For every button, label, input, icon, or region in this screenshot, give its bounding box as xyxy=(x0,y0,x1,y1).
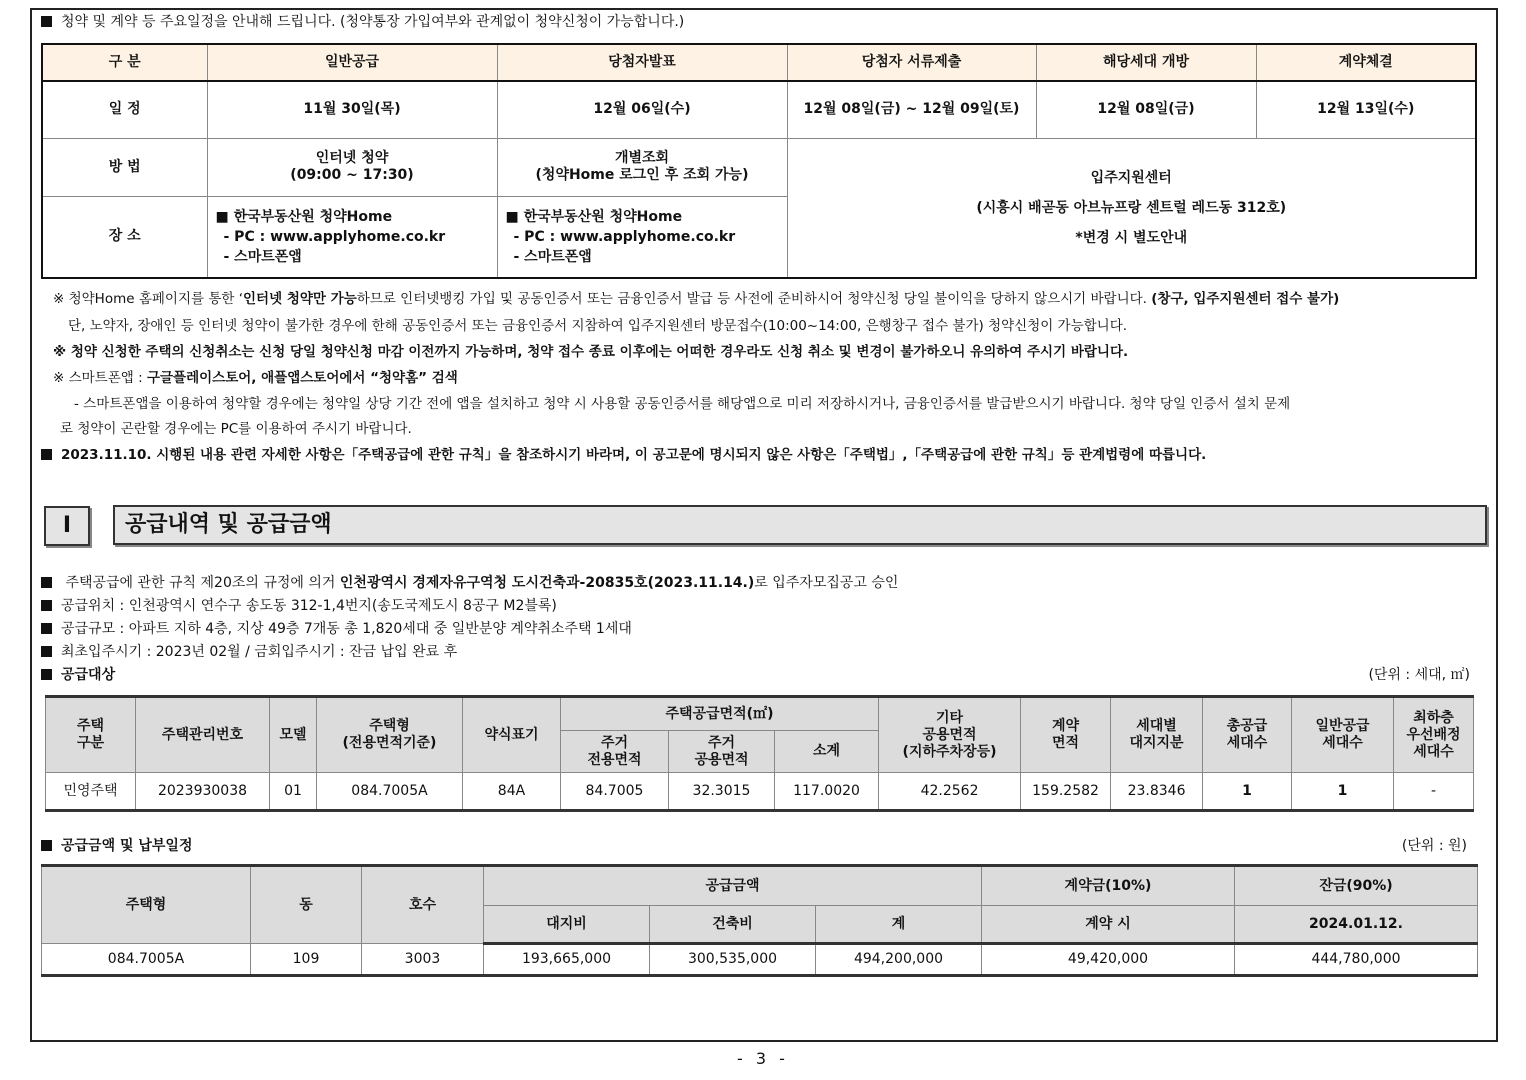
note-text-bold: 구글플레이스토어, 애플앱스토어에서 “청약홈” 검색 xyxy=(146,370,458,386)
cell: 444,780,000 xyxy=(1235,944,1478,976)
col-header: 세대별 대지지분 xyxy=(1111,697,1203,773)
place-line: - 스마트폰앱 xyxy=(513,248,592,265)
table-row xyxy=(46,773,1474,811)
col-header: 호수 xyxy=(362,866,484,944)
place-line: ■ 한국부동산원 청약Home xyxy=(215,208,393,225)
col-header: 동 xyxy=(251,866,362,944)
cell: 1 xyxy=(1292,773,1394,811)
center-address: (시흥시 배곧동 아브뉴프랑 센트럴 레드동 312호) xyxy=(976,199,1287,216)
cell: 3003 xyxy=(362,944,484,976)
price-table xyxy=(41,864,1478,977)
date-cell: 12월 06일(수) xyxy=(497,81,787,138)
cell: 494,200,000 xyxy=(816,944,982,976)
col-header: 주택공급면적(㎡) xyxy=(561,697,879,731)
col-header: 총공급 세대수 xyxy=(1203,697,1292,773)
col-header: 최하층 우선배정 세대수 xyxy=(1394,697,1474,773)
method-announce-line: (청약Home 로그인 후 조회 가능) xyxy=(535,167,749,183)
note-text-bold: 인터넷 청약만 가능 xyxy=(243,291,357,307)
cell: 084.7005A xyxy=(42,944,251,976)
cell: 084.7005A xyxy=(317,773,463,811)
col-header: 약식표기 xyxy=(463,697,561,773)
col-header: 계약 시 xyxy=(982,906,1235,944)
section-title: 공급내역 및 공급금액 xyxy=(113,505,1487,545)
supply-table xyxy=(45,695,1474,812)
cell: 23.8346 xyxy=(1111,773,1203,811)
cell: 84.7005 xyxy=(561,773,669,811)
row-label-method: 방 법 xyxy=(42,138,207,196)
note-text-bold: (창구, 입주지원센터 접수 불가) xyxy=(1151,291,1340,307)
cell: 84A xyxy=(463,773,561,811)
method-announce-line: 개별조회 xyxy=(614,150,670,166)
cell: - xyxy=(1394,773,1474,811)
place-line: - PC : www.applyhome.co.kr xyxy=(513,228,736,245)
col-header: 주택관리번호 xyxy=(136,697,270,773)
place-general xyxy=(207,196,497,278)
cell: 300,535,000 xyxy=(650,944,816,976)
col-header: 건축비 xyxy=(650,906,816,944)
date-cell: 12월 13일(수) xyxy=(1256,81,1476,138)
col-header: 주택 구분 xyxy=(46,697,136,773)
info-text-bold: 인천광역시 경제자유구역청 도시건축과-20835호(2023.11.14.) xyxy=(339,575,755,591)
place-line: - PC : www.applyhome.co.kr xyxy=(223,228,446,245)
col-header: 주거 전용면적 xyxy=(561,731,669,773)
center-note: *변경 시 별도안내 xyxy=(1075,229,1188,246)
cell: 193,665,000 xyxy=(484,944,650,976)
place-line: ■ 한국부동산원 청약Home xyxy=(505,208,683,225)
price-unit: (단위 : 원) xyxy=(1401,838,1467,854)
cell: 42.2562 xyxy=(879,773,1021,811)
cell: 117.0020 xyxy=(775,773,879,811)
cell: 2023930038 xyxy=(136,773,270,811)
col-header: 계약 면적 xyxy=(1021,697,1111,773)
note-1 xyxy=(53,289,1473,309)
cell: 49,420,000 xyxy=(982,944,1235,976)
cell: 159.2582 xyxy=(1021,773,1111,811)
schedule-header: 계약체결 xyxy=(1256,44,1476,81)
method-announce xyxy=(497,138,787,196)
schedule-header: 구 분 xyxy=(42,44,207,81)
col-header: 주택형 xyxy=(42,866,251,944)
col-header: 주거 공용면적 xyxy=(669,731,775,773)
place-announce xyxy=(497,196,787,278)
date-cell: 12월 08일(금) xyxy=(1036,81,1256,138)
price-title: 공급금액 및 납부일정 xyxy=(41,836,192,856)
col-header: 모델 xyxy=(270,697,317,773)
info-approval xyxy=(41,573,898,593)
unit-label: (단위 : 세대, ㎡) xyxy=(1368,667,1470,683)
row-label-date: 일 정 xyxy=(42,81,207,138)
note-6: 로 청약이 곤란할 경우에는 PC를 이용하여 주시기 바랍니다. xyxy=(60,421,412,437)
note-text: ※ 스마트폰앱 : xyxy=(53,370,147,386)
col-header: 대지비 xyxy=(484,906,650,944)
cell: 01 xyxy=(270,773,317,811)
schedule-header: 일반공급 xyxy=(207,44,497,81)
info-supply-target: 공급대상 xyxy=(41,665,115,685)
date-cell: 11월 30일(목) xyxy=(207,81,497,138)
cell: 1 xyxy=(1203,773,1292,811)
intro-text: 청약 및 계약 등 주요일정을 안내해 드립니다. (청약통장 가입여부와 관계없이 청약신청이 가능합니다.) xyxy=(41,12,684,32)
info-text: 주택공급에 관한 규칙 제20조의 규정에 의거 xyxy=(65,575,340,591)
method-general xyxy=(207,138,497,196)
cell: 109 xyxy=(251,944,362,976)
method-general-line: (09:00 ~ 17:30) xyxy=(290,167,414,183)
col-header: 공급금액 xyxy=(484,866,982,906)
schedule-table xyxy=(41,43,1477,279)
date-cell: 12월 08일(금) ~ 12월 09일(토) xyxy=(787,81,1036,138)
support-center-cell xyxy=(787,138,1476,278)
info-text: 로 입주자모집공고 승인 xyxy=(754,575,899,591)
note-4 xyxy=(53,368,458,388)
col-header: 잔금(90%) xyxy=(1235,866,1478,906)
schedule-header: 해당세대 개방 xyxy=(1036,44,1256,81)
col-header: 계 xyxy=(816,906,982,944)
cell: 민영주택 xyxy=(46,773,136,811)
table-row xyxy=(42,944,1478,976)
row-label-place: 장 소 xyxy=(42,196,207,278)
col-header: 주택형 (전용면적기준) xyxy=(317,697,463,773)
note-3: ※ 청약 신청한 주택의 신청취소는 신청 당일 청약신청 마감 이전까지 가능하며, 청약 접수 종료 이후에는 어떠한 경우라도 신청 취소 및 변경이 불가하오니 유의하여 주시기 바랍니다. xyxy=(53,344,1129,360)
col-header: 기타 공용면적 (지하주차장등) xyxy=(879,697,1021,773)
schedule-header: 당첨자 서류제출 xyxy=(787,44,1036,81)
note-text: 하므로 인터넷뱅킹 가입 및 공동인증서 또는 금융인증서 발급 등 사전에 준비하시어 청약신청 당일 불이익을 당하지 않으시기 바랍니다. xyxy=(356,291,1152,307)
col-header: 2024.01.12. xyxy=(1235,906,1478,944)
method-general-line: 인터넷 청약 xyxy=(315,150,389,166)
col-header: 일반공급 세대수 xyxy=(1292,697,1394,773)
note-2: 단, 노약자, 장애인 등 인터넷 청약이 불가한 경우에 한해 공동인증서 또는 금융인증서 지참하여 입주지원센터 방문접수(10:00~14:00, 은행창구 접수 불가) 청약신청이 가능합니다. xyxy=(68,318,1128,334)
info-location: 공급위치 : 인천광역시 연수구 송도동 312-1,4번지(송도국제도시 8공구 M2블록) xyxy=(41,596,557,616)
note-5: - 스마트폰앱을 이용하여 청약할 경우에는 청약일 상당 기간 전에 앱을 설치하고 청약 시 사용할 공동인증서를 해당앱으로 미리 저장하시거나, 금융인증서를 발급받으시기 바랍니다. 청약 당일 인증서 설치 문제 xyxy=(74,396,1291,412)
cell: 32.3015 xyxy=(669,773,775,811)
info-scale: 공급규모 : 아파트 지하 4층, 지상 49층 7개동 총 1,820세대 중 일반분양 계약취소주택 1세대 xyxy=(41,619,632,639)
schedule-header: 당첨자발표 xyxy=(497,44,787,81)
place-line: - 스마트폰앱 xyxy=(223,248,302,265)
page-number: - 3 - xyxy=(737,1049,789,1068)
info-move-in: 최초입주시기 : 2023년 02월 / 금회입주시기 : 잔금 납입 완료 후 xyxy=(41,642,457,662)
col-header: 계약금(10%) xyxy=(982,866,1235,906)
note-7: 2023.11.10. 시행된 내용 관련 자세한 사항은「주택공급에 관한 규칙」을 참조하시기 바라며, 이 공고문에 명시되지 않은 사항은「주택법」,「주택공급에 관한 규칙」등 관계법령에 따릅니다. xyxy=(41,445,1206,465)
section-number: I xyxy=(44,506,90,546)
center-name: 입주지원센터 xyxy=(1090,169,1172,186)
col-header: 소계 xyxy=(775,731,879,773)
note-text: ※ 청약Home 홈페이지를 통한 ‘ xyxy=(53,291,244,307)
